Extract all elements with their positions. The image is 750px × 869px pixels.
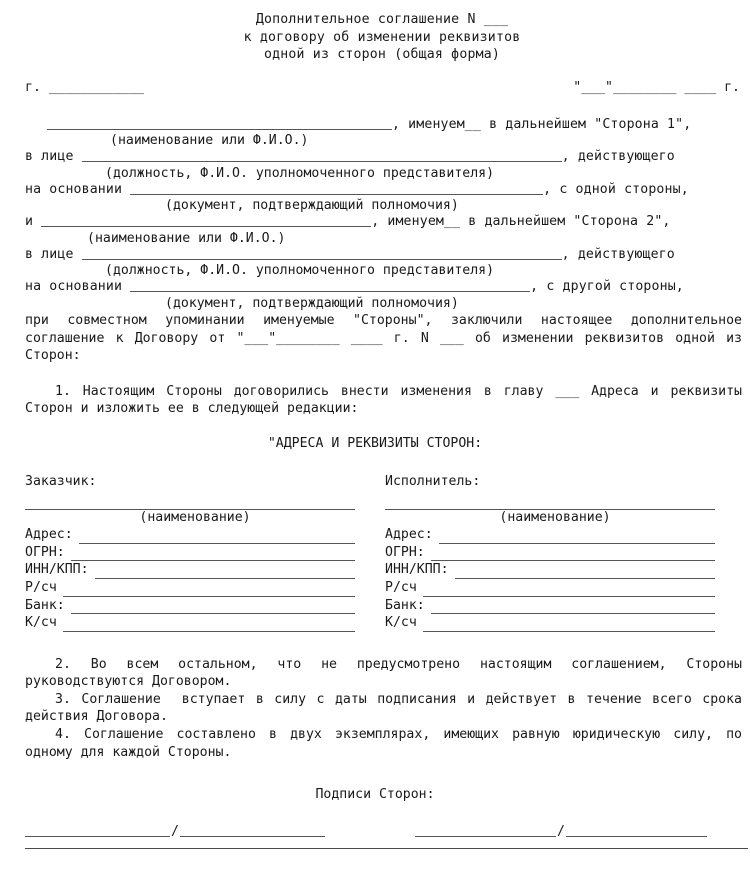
requisites-row-bank [25,597,355,615]
requisites-field-input-bank[interactable] [431,600,715,614]
requisites-field-label: Банк: [385,597,425,613]
requisites-row-bank [385,597,715,615]
signature-party1-sign-line[interactable] [25,824,170,837]
requisites-field-input-ogrn[interactable] [71,547,355,561]
requisites-field-input-rs[interactable] [63,583,355,597]
requisites-field-input-address[interactable] [439,530,715,544]
requisites-field-label: ОГРН: [25,544,65,560]
requisites-field-input-ks[interactable] [63,618,355,632]
requisites-field-input-ogrn[interactable] [431,547,715,561]
party1-basis-input[interactable] [130,181,543,195]
requisites-row-inn-kpp [385,561,715,579]
signature-party2-name-line[interactable] [566,824,707,837]
page-title-line-1: Дополнительное соглашение N ___ [255,12,509,27]
requisites-field-input-inn-kpp[interactable] [95,565,355,579]
requisites-table [0,473,750,632]
requisites-field-label: Адрес: [385,527,433,543]
party1-name-input[interactable] [47,116,392,130]
clause-4: 4. Соглашение составлено в двух экземплярах, имеющих равную юридическую силу, по одному для каждой Стороны. [25,727,750,760]
requisites-row-ogrn [25,544,355,562]
requisites-field-input-inn-kpp[interactable] [455,565,715,579]
party1-name-row [25,116,742,134]
party2-basis-caption: (документ, подтверждающий полномочия) [165,296,459,312]
party2-rep-caption: (должность, Ф.И.О. уполномоченного представителя) [105,263,495,279]
party2-name-suffix: , именуем__ в дальнейшем "Сторона 2", [371,214,671,230]
requisites-row-address [25,526,355,544]
page-title-line-2: к договору об изменении реквизитов [243,29,521,45]
party1-rep-suffix: , действующего [561,149,675,165]
party2-basis-row [25,278,742,296]
signature-row [0,824,750,850]
preamble-paragraph: при совместном упоминании именуемые "Стороны", заключили настоящее дополнительное соглашение к Договору от "___"________ ____ г. N ___ об изменении реквизитов одной из Сторон: [25,313,750,364]
requisites-heading: "АДРЕСА И РЕКВИЗИТЫ СТОРОН: [267,436,483,452]
city-field[interactable]: г. ____________ [25,79,145,95]
requisites-field-input-address[interactable] [79,530,355,544]
party2-basis-prefix: на основании [25,279,131,295]
requisites-field-label: Банк: [25,597,65,613]
requisites-row-inn-kpp [25,561,355,579]
party1-rep-prefix: в лице [25,149,82,165]
party2-rep-prefix: в лице [25,246,82,262]
party2-name-caption: (наименование или Ф.И.О.) [87,230,286,246]
party1-basis-prefix: на основании [25,181,131,197]
party2-rep-suffix: , действующего [561,246,675,262]
signatures-heading: Подписи Сторон: [315,787,435,803]
signature-party1 [25,824,325,840]
requisites-field-label: К/сч [25,615,57,631]
requisites-field-input-bank[interactable] [71,600,355,614]
requisites-column-customer [25,473,355,632]
closing-clauses-block [0,656,750,762]
party2-name-prefix: и [25,214,42,230]
party2-rep-row [25,246,742,264]
requisites-field-input-ks[interactable] [423,618,715,632]
requisites-field-label: К/сч [385,615,417,631]
party1-name-caption: (наименование или Ф.И.О.) [110,133,309,149]
party1-basis-suffix: , с одной стороны, [543,181,689,197]
requisites-column-contractor [385,473,715,632]
requisites-field-label: Адрес: [25,527,73,543]
party1-name-suffix: , именуем__ в дальнейшем "Сторона 1", [392,116,692,132]
party1-rep-caption: (должность, Ф.И.О. уполномоченного представителя) [105,165,495,181]
party2-basis-input[interactable] [130,279,530,293]
party2-basis-suffix: , с другой стороны, [530,279,684,295]
requisites-row-address [385,526,715,544]
requisites-row-ks [25,614,355,632]
requisites-row-rs [385,579,715,597]
footer-divider [25,848,748,849]
signature-party1-name-line[interactable] [180,824,325,837]
requisites-field-label: ИНН/КПП: [25,562,89,578]
requisites-row-ks [385,614,715,632]
document-title-block [14,0,750,64]
page-title-line-3: одной из сторон (общая форма) [263,47,501,62]
requisites-row-ogrn [385,544,715,562]
requisites-field-input-rs[interactable] [423,583,715,597]
signature-party2 [415,824,707,840]
date-field[interactable]: "___"________ ____ г. [573,79,740,95]
clause-2: 2. Во всем остальном, что не предусмотрено настоящим соглашением, Стороны руководствуются Договором. [25,656,750,690]
party1-basis-row [25,181,742,199]
clause-1: 1. Настоящим Стороны договорились внести изменения в главу ___ Адреса и реквизиты Сторон и изложить ее в следующей редакции: [25,383,750,417]
party1-rep-row [25,148,742,166]
requisites-party-label: Исполнитель: [385,474,481,490]
party1-rep-input[interactable] [82,149,562,163]
requisites-field-label: ОГРН: [385,544,425,560]
signature-separator: / [171,824,179,840]
signature-party2-sign-line[interactable] [415,824,556,837]
party1-basis-caption: (документ, подтверждающий полномочия) [165,198,459,214]
signature-separator: / [557,824,565,840]
party2-name-input[interactable] [41,214,371,228]
city-date-row [0,80,750,104]
requisites-field-label: ИНН/КПП: [385,562,449,578]
party2-name-row [25,213,742,231]
requisites-party-label: Заказчик: [25,474,97,490]
requisites-name-caption: (наименование) [499,509,611,525]
requisites-field-label: Р/сч [25,579,57,595]
requisites-name-caption: (наименование) [139,509,251,525]
requisites-row-rs [25,579,355,597]
party2-rep-input[interactable] [82,246,562,260]
requisites-field-label: Р/сч [385,579,417,595]
clause-3: 3. Соглашение вступает в силу с даты подписания и действует в течение всего срока действия Договора. [25,691,750,725]
parties-block [0,116,750,419]
